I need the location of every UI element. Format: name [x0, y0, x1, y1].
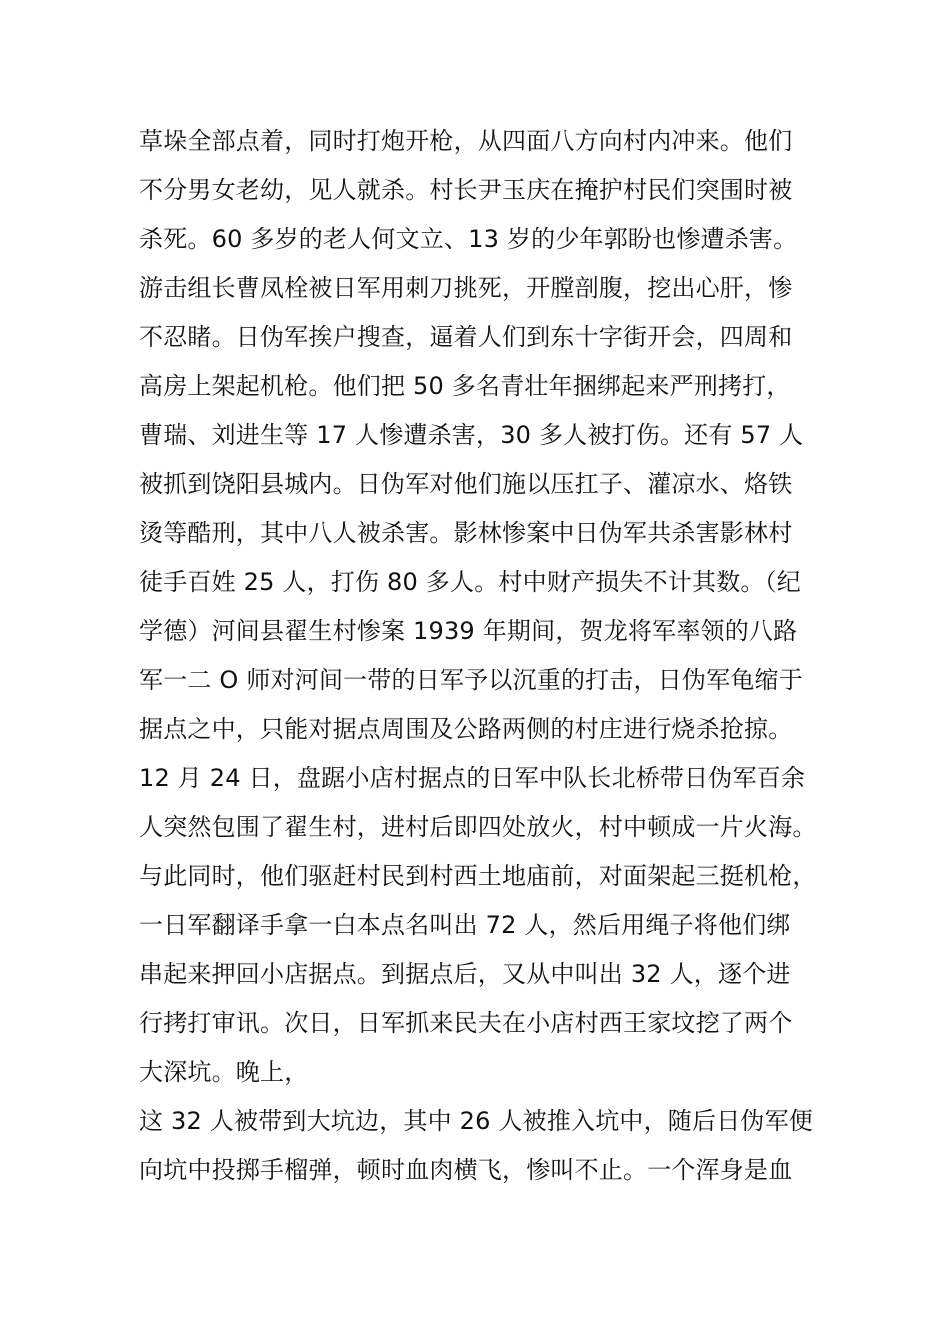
text-line: 一日军翻译手拿一白本点名叫出 72 人，然后用绳子将他们绑	[139, 911, 791, 939]
text-line: 12 月 24 日，盘踞小店村据点的日军中队长北桥带日伪军百余	[139, 764, 806, 792]
text-line: 草垛全部点着，同时打炮开枪，从四面八方向村内冲来。他们	[139, 127, 793, 155]
text-line: 徒手百姓 25 人，打伤 80 多人。村中财产损失不计其数。（纪	[139, 568, 801, 596]
text-line: 向坑中投掷手榴弹，顿时血肉横飞，惨叫不止。一个浑身是血	[139, 1156, 793, 1184]
text-line: 串起来押回小店据点。到据点后，又从中叫出 32 人，逐个进	[139, 960, 791, 988]
body-text	[139, 117, 839, 1195]
text-line: 高房上架起机枪。他们把 50 多名青壮年捆绑起来严刑拷打，	[139, 372, 791, 400]
text-line: 人突然包围了翟生村，进村后即四处放火，村中顿成一片火海。	[139, 813, 817, 841]
text-line: 曹瑞、刘进生等 17 人惨遭杀害，30 多人被打伤。还有 57 人	[139, 421, 804, 449]
text-line: 与此同时，他们驱赶村民到村西土地庙前，对面架起三挺机枪，	[139, 862, 817, 890]
text-line: 游击组长曹凤栓被日军用刺刀挑死，开膛剖腹，挖出心肝，惨	[139, 274, 793, 302]
text-line: 学德）河间县翟生村惨案 1939 年期间，贺龙将军率领的八路	[139, 617, 798, 645]
text-line: 行拷打审讯。次日，日军抓来民夫在小店村西王家坟挖了两个	[139, 1009, 793, 1037]
text-line: 据点之中，只能对据点周围及公路两侧的村庄进行烧杀抢掠。	[139, 715, 793, 743]
text-line: 大深坑。晚上，	[139, 1058, 309, 1086]
text-line: 军一二 O 师对河间一带的日军予以沉重的打击，日伪军龟缩于	[139, 666, 803, 694]
text-line: 不分男女老幼，见人就杀。村长尹玉庆在掩护村民们突围时被	[139, 176, 793, 204]
text-line: 烫等酷刑，其中八人被杀害。影林惨案中日伪军共杀害影林村	[139, 519, 793, 547]
text-line: 这 32 人被带到大坑边，其中 26 人被推入坑中，随后日伪军便	[139, 1107, 813, 1135]
text-line: 不忍睹。日伪军挨户搜查，逼着人们到东十字街开会，四周和	[139, 323, 793, 351]
text-line: 杀死。60 多岁的老人何文立、13 岁的少年郭盼也惨遭杀害。	[139, 225, 798, 253]
text-line: 被抓到饶阳县城内。日伪军对他们施以压扛子、灌凉水、烙铁	[139, 470, 793, 498]
